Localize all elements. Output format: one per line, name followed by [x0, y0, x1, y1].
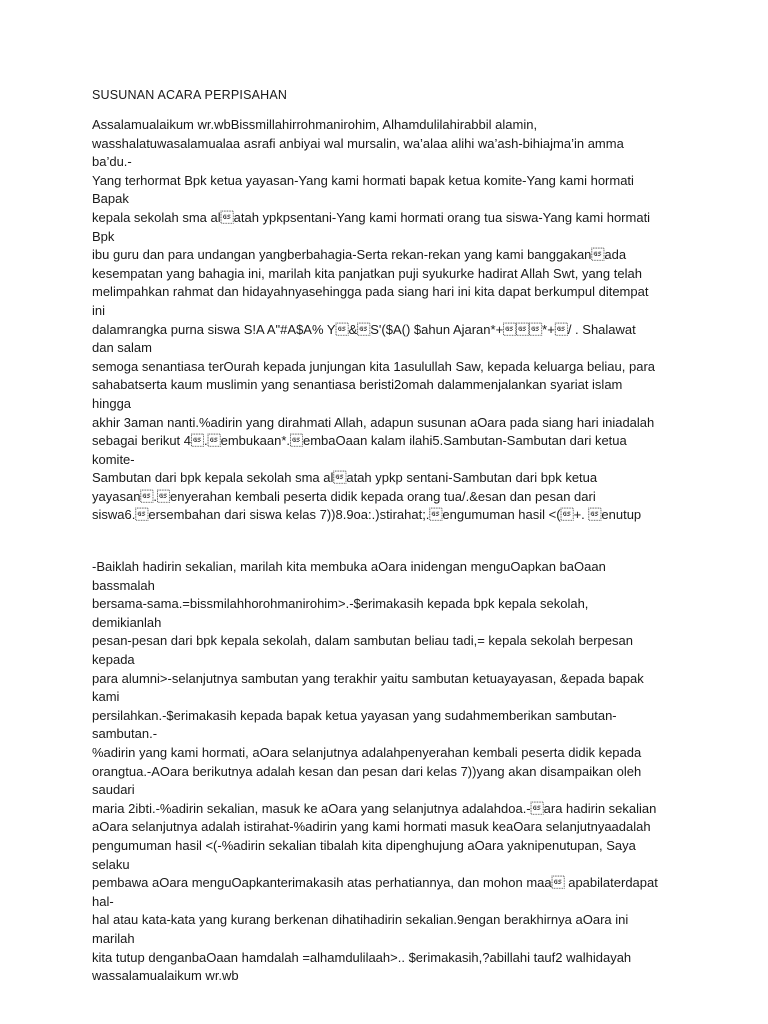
document-title: SUSUNAN ACARA PERPISAHAN [92, 88, 288, 102]
paragraph-closing: -Baiklah hadirin sekalian, marilah kita membuka aOara inidengan menguOapkan baOaan bassmalah bersama-sama.=bissmilahhorohmanirohim>.-$erimakasih kepada bpk kepala sekolah, demikianlah pesan-pesan dari bpk kepala sekolah, dalam sambutan beliau tadi,= kepala sekolah berpesan kepada para alumni>-selanjutnya sambutan yang terakhir yaitu sambutan ketuayayasan, &epada bapak kami persilahkan.-$erimakasih kepada bapak ketua yayasan yang sudahmemberikan sambutan-sambutan.- %adirin yang kami hormati, aOara selanjutnya adalahpenyerahan kembali peserta didik kepada orangtua.-AOara berikutnya adalah kesan dan pesan dari kelas 7))yang akan disampaikan oleh saudari maria 2ibti.-%adirin sekalian, masuk ke aOara yang selanjutnya adalahdoa.- ara hadirin sekalian aOara selanjutnya adalah istirahat-%adirin yang kami hormati masuk keaOara selanjutnyaadalah pengumuman hasil <(-%adirin sekalian tibalah kita dipenghujung aOara yaknipenutupan, Saya selaku pembawa aOara menguOapkanterimakasih atas perhatiannya, dan mohon maa apabilaterdapat hal- hal atau kata-kata yang kurang berkenan dihatihadirin sekalian.9engan berakhirnya aOara ini marilah kita tutup denganbaOaan hamdalah =alhamdulilaah>.. $erimakasih,?abillahi tauf2 walhidayah wassalamualaikum wr.wb [92, 559, 658, 984]
document-page [92, 88, 658, 986]
paragraph-opening: Assalamualaikum wr.wbBissmillahirrohmanirohim, Alhamdulilahirabbil alamin, wasshalatuwasalamualaa asrafi anbiyai wal mursalin, wa’alaa alihi wa’ash-bihiajma’in amma ba’du.- Yang terhormat Bpk ketua yayasan-Yang kami hormati bapak ketua komite-Yang kami hormati Bapak kepala sekolah sma al atah ypkpsentani-Yang kami hormati orang tua siswa-Yang kami hormati Bpk ibu guru dan para undangan yangberbahagia-Serta rekan-rekan yang kami banggakan ada kesempatan yang bahagia ini, marilah kita panjatkan puji syukurke hadirat Allah Swt, yang telah melimpahkan rahmat dan hidayahnyasehingga pada siang hari ini kita dapat berkumpul ditempat ini dalamrangka purna siswa S!A A"#A$A% Y & S'($A() $ahun Ajaran*+ *+ / . Shalawat dan salam semoga senantiasa terOurah kepada junjungan kita 1asulullah Saw, kepada keluarga beliau, para sahabatserta kaum muslimin yang senantiasa beristi2omah dalammenjalankan syariat islam hingga akhir 3aman nanti.%adirin yang dirahmati Allah, adapun susunan aOara pada siang hari iniadalah sebagai berikut 4 . embukaan*. embaOaan kalam ilahi5.Sambutan-Sambutan dari ketua komite- Sambutan dari bpk kepala sekolah sma al atah ypkp sentani-Sambutan dari bpk ketua yayasan . enyerahan kembali peserta didik kepada orang tua/.&esan dan pesan dari siswa6. ersembahan dari siswa kelas 7))8.9oa:.)stirahat;. engumuman hasil <( +. enutup [92, 117, 655, 523]
